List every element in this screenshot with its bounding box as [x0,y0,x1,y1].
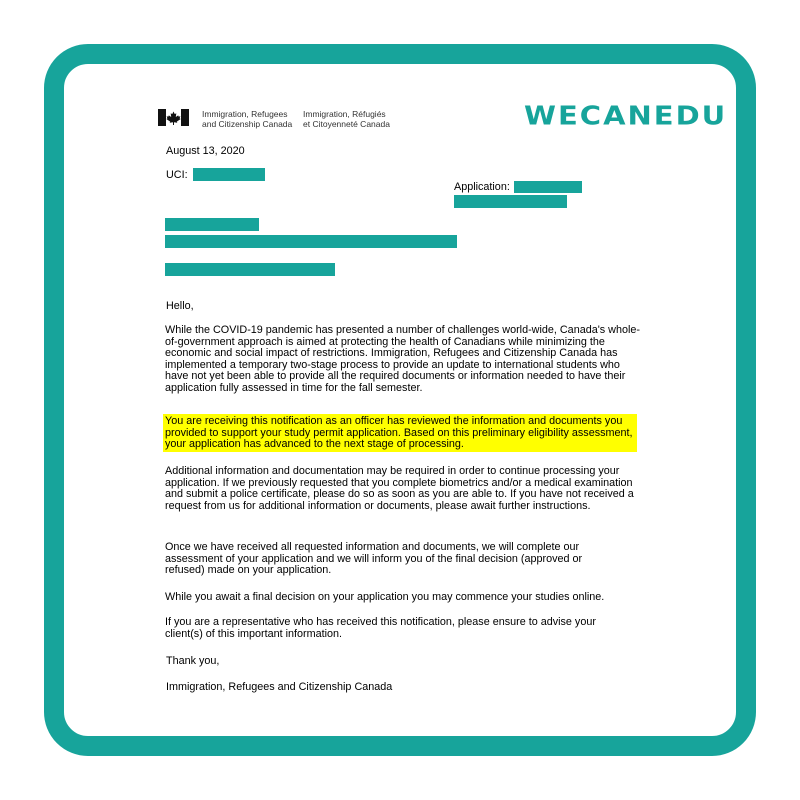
department-name-french-line-2: et Citoyenneté Canada [303,119,390,129]
uci-label: UCI: [166,169,188,181]
redacted-recipient-location [165,263,335,276]
application-label: Application: [454,181,510,193]
letter-paragraph-4: Once we have received all requested information and documents, we will complete our assessment of your application and we will inform you of the final decision (approved or refused) made on your application. [165,541,583,576]
redacted-recipient-name [165,218,259,231]
letter-signature: Immigration, Refugees and Citizenship Canada [166,681,393,693]
letter-paragraph-6: If you are a representative who has received this notification, please ensure to advise your client(s) of this important information. [165,616,596,640]
department-name-french [303,109,390,129]
letter-greeting: Hello, [166,300,194,312]
department-name-english-line-1: Immigration, Refugees [202,109,288,119]
department-name-english-line-2: and Citizenship Canada [202,119,293,129]
redacted-uci-number [193,168,265,181]
letter-paragraph-2-highlighted: You are receiving this notification as an officer has reviewed the information and documents you provided to support your study permit application. Based on this preliminary eligibility assessment, your application has advanced to the next stage of processing. [165,415,633,450]
letter-paragraph-5: While you await a final decision on your application you may commence your studies online. [165,591,605,603]
wecanedu-logo: WECANEDU [524,100,728,131]
redacted-application-number [514,181,582,193]
redacted-recipient-address [165,235,457,248]
department-name-english [202,109,292,129]
department-name-french-line-1: Immigration, Réfugiés [303,109,386,119]
letter-paragraph-1: While the COVID-19 pandemic has presented a number of challenges world-wide, Canada's whole-of-government approach is aimed at protecting the health of Canadians while minimizing the economic and social impact of restrictions. Immigration, Refugees and Citizenship Canada has implemented a temporary two-stage process to provide an update to international students who have not yet been able to provide all the required documents or information needed to have their application fully assessed in time for the fall semester. [165,324,640,394]
letter-closing: Thank you, [166,655,220,667]
letter-date: August 13, 2020 [166,145,245,157]
redacted-application-detail [454,195,567,208]
canada-flag-icon [158,109,189,126]
letter-paragraph-3: Additional information and documentation may be required in order to continue processing your application. If we previously requested that you complete biometrics and/or a medical examination and submit a police certificate, please do so as soon as you are able to. If you have not received a request from us for additional information or documents, please await further instructions. [165,465,634,512]
page-frame [44,44,756,756]
